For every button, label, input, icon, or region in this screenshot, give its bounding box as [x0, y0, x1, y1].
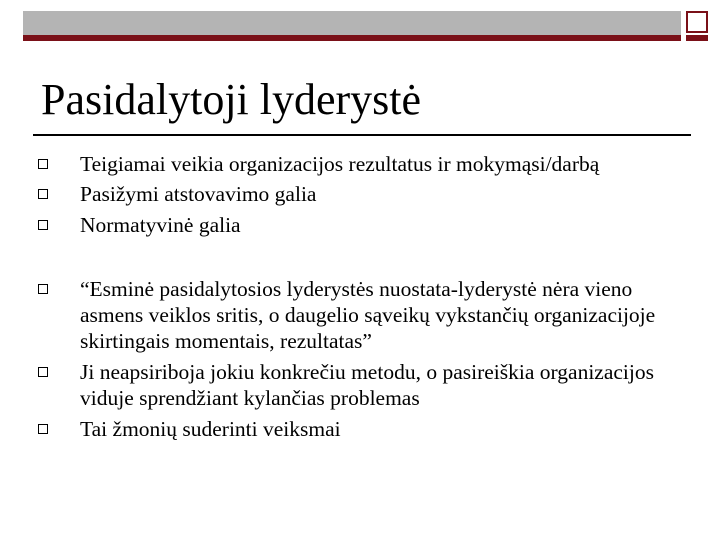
bullet-text: Teigiamai veikia organizacijos rezultatus ir mokymąsi/darbą — [80, 152, 600, 176]
bullet-text: Tai žmonių suderinti veiksmai — [80, 417, 341, 441]
bullet-item — [80, 151, 680, 177]
title-divider — [33, 134, 691, 136]
slide-title: Pasidalytoji lyderystė — [41, 75, 422, 124]
header-decor-square-fill — [686, 35, 708, 41]
bullet-text: “Esminė pasidalytosios lyderystės nuostata-lyderystė nėra vieno asmens veiklos sritis, o daugelio sąveikų vykstančių organizacijoje skirtingais momentais, rezultatas” — [80, 277, 656, 353]
square-bullet-icon — [38, 284, 48, 294]
bullet-text: Normatyvinė galia — [80, 213, 241, 237]
header-decor-square — [686, 11, 710, 41]
bullet-item — [80, 212, 680, 238]
square-bullet-icon — [38, 189, 48, 199]
bullet-item — [80, 276, 680, 354]
square-bullet-icon — [38, 424, 48, 434]
bullet-item — [80, 181, 680, 207]
bullet-text: Ji neapsiriboja jokiu konkrečiu metodu, o pasireiškia organizacijos viduje sprendžiant kylančias problemas — [80, 360, 654, 410]
bullet-text: Pasižymi atstovavimo galia — [80, 182, 317, 206]
header-decor-bar — [23, 11, 681, 41]
square-bullet-icon — [38, 367, 48, 377]
header-decor-square-outline — [686, 11, 708, 33]
square-bullet-icon — [38, 159, 48, 169]
square-bullet-icon — [38, 220, 48, 230]
bullet-item — [80, 416, 680, 442]
bullet-item — [80, 359, 680, 411]
